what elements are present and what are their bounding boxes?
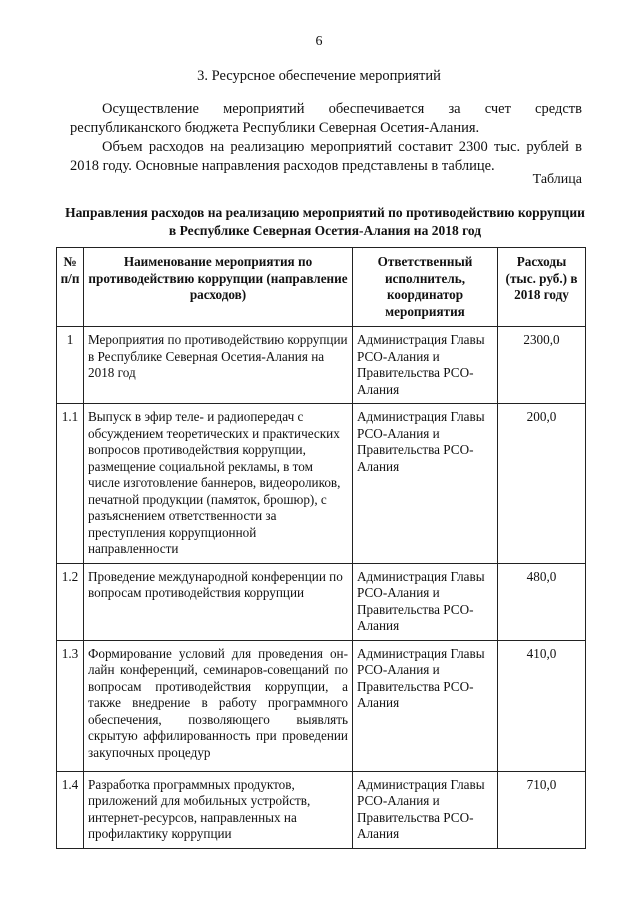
paragraph-line: 2018 году. Основные направления расходов представлены в таблице. xyxy=(70,158,495,174)
table-row xyxy=(57,640,586,771)
cell-num: 1.4 xyxy=(57,771,84,848)
table-caption: Таблица xyxy=(532,172,582,187)
paragraph-funding-source xyxy=(70,100,582,138)
paragraph-line: Осуществление мероприятий обеспечивается за счет средств xyxy=(102,101,582,117)
table-row xyxy=(57,771,586,848)
cell-name: Выпуск в эфир теле- и радиопередач с обсуждением теоретических и практических вопросов противодействия коррупции, размещение социальной рекламы, в том числе изготовление баннеров, видеороликов, печатной продукции (памяток, брошюр), с разъяснением ответственности за преступления коррупционной направленности xyxy=(84,404,353,564)
expenses-table xyxy=(56,247,586,849)
header-cost: Расходы (тыс. руб.) в 2018 году xyxy=(498,248,586,327)
table-row xyxy=(57,563,586,640)
cell-num: 1.1 xyxy=(57,404,84,564)
cell-num: 1.3 xyxy=(57,640,84,771)
section-heading: 3. Ресурсное обеспечение мероприятий xyxy=(197,68,441,84)
cell-responsible: Администрация Главы РСО-Алания и Правительства РСО-Алания xyxy=(353,563,498,640)
table-title: Направления расходов на реализацию мероприятий по противодействию коррупции в Республике Северная Осетия-Алания на 2018 год xyxy=(65,205,585,238)
cell-cost: 200,0 xyxy=(498,404,586,564)
page-number: 6 xyxy=(315,34,323,49)
header-responsible: Ответственный исполнитель, координатор мероприятия xyxy=(353,248,498,327)
header-name: Наименование мероприятия по противодействию коррупции (направление расходов) xyxy=(84,248,353,327)
cell-num: 1.2 xyxy=(57,563,84,640)
cell-name: Формирование условий для проведения он-лайн конференций, семинаров-совещаний по вопросам противодействия коррупции, а также внедрение в работу программного обеспечения, позволяющего выявлять скрытую аффилированность при проведении закупочных процедур xyxy=(84,640,353,771)
cell-cost: 710,0 xyxy=(498,771,586,848)
cell-responsible: Администрация Главы РСО-Алания и Правительства РСО-Алания xyxy=(353,640,498,771)
cell-responsible: Администрация Главы РСО-Алания и Правительства РСО-Алания xyxy=(353,327,498,404)
cell-responsible: Администрация Главы РСО-Алания и Правительства РСО-Алания xyxy=(353,404,498,564)
table-row xyxy=(57,404,586,564)
paragraph-expense-volume xyxy=(70,138,582,176)
paragraph-line: Объем расходов на реализацию мероприятий составит 2300 тыс. рублей в xyxy=(102,139,582,155)
table-row xyxy=(57,327,586,404)
cell-num: 1 xyxy=(57,327,84,404)
cell-name: Мероприятия по противодействию коррупции в Республике Северная Осетия-Алания на 2018 год xyxy=(84,327,353,404)
cell-name: Проведение международной конференции по вопросам противодействия коррупции xyxy=(84,563,353,640)
cell-name: Разработка программных продуктов, приложений для мобильных устройств, интернет-ресурсов, направленных на профилактику коррупции xyxy=(84,771,353,848)
header-num: № п/п xyxy=(57,248,84,327)
table-header-row xyxy=(57,248,586,327)
cell-cost: 2300,0 xyxy=(498,327,586,404)
cell-cost: 410,0 xyxy=(498,640,586,771)
paragraph-line: республиканского бюджета Республики Северная Осетия-Алания. xyxy=(70,120,480,136)
cell-responsible: Администрация Главы РСО-Алания и Правительства РСО-Алания xyxy=(353,771,498,848)
cell-cost: 480,0 xyxy=(498,563,586,640)
